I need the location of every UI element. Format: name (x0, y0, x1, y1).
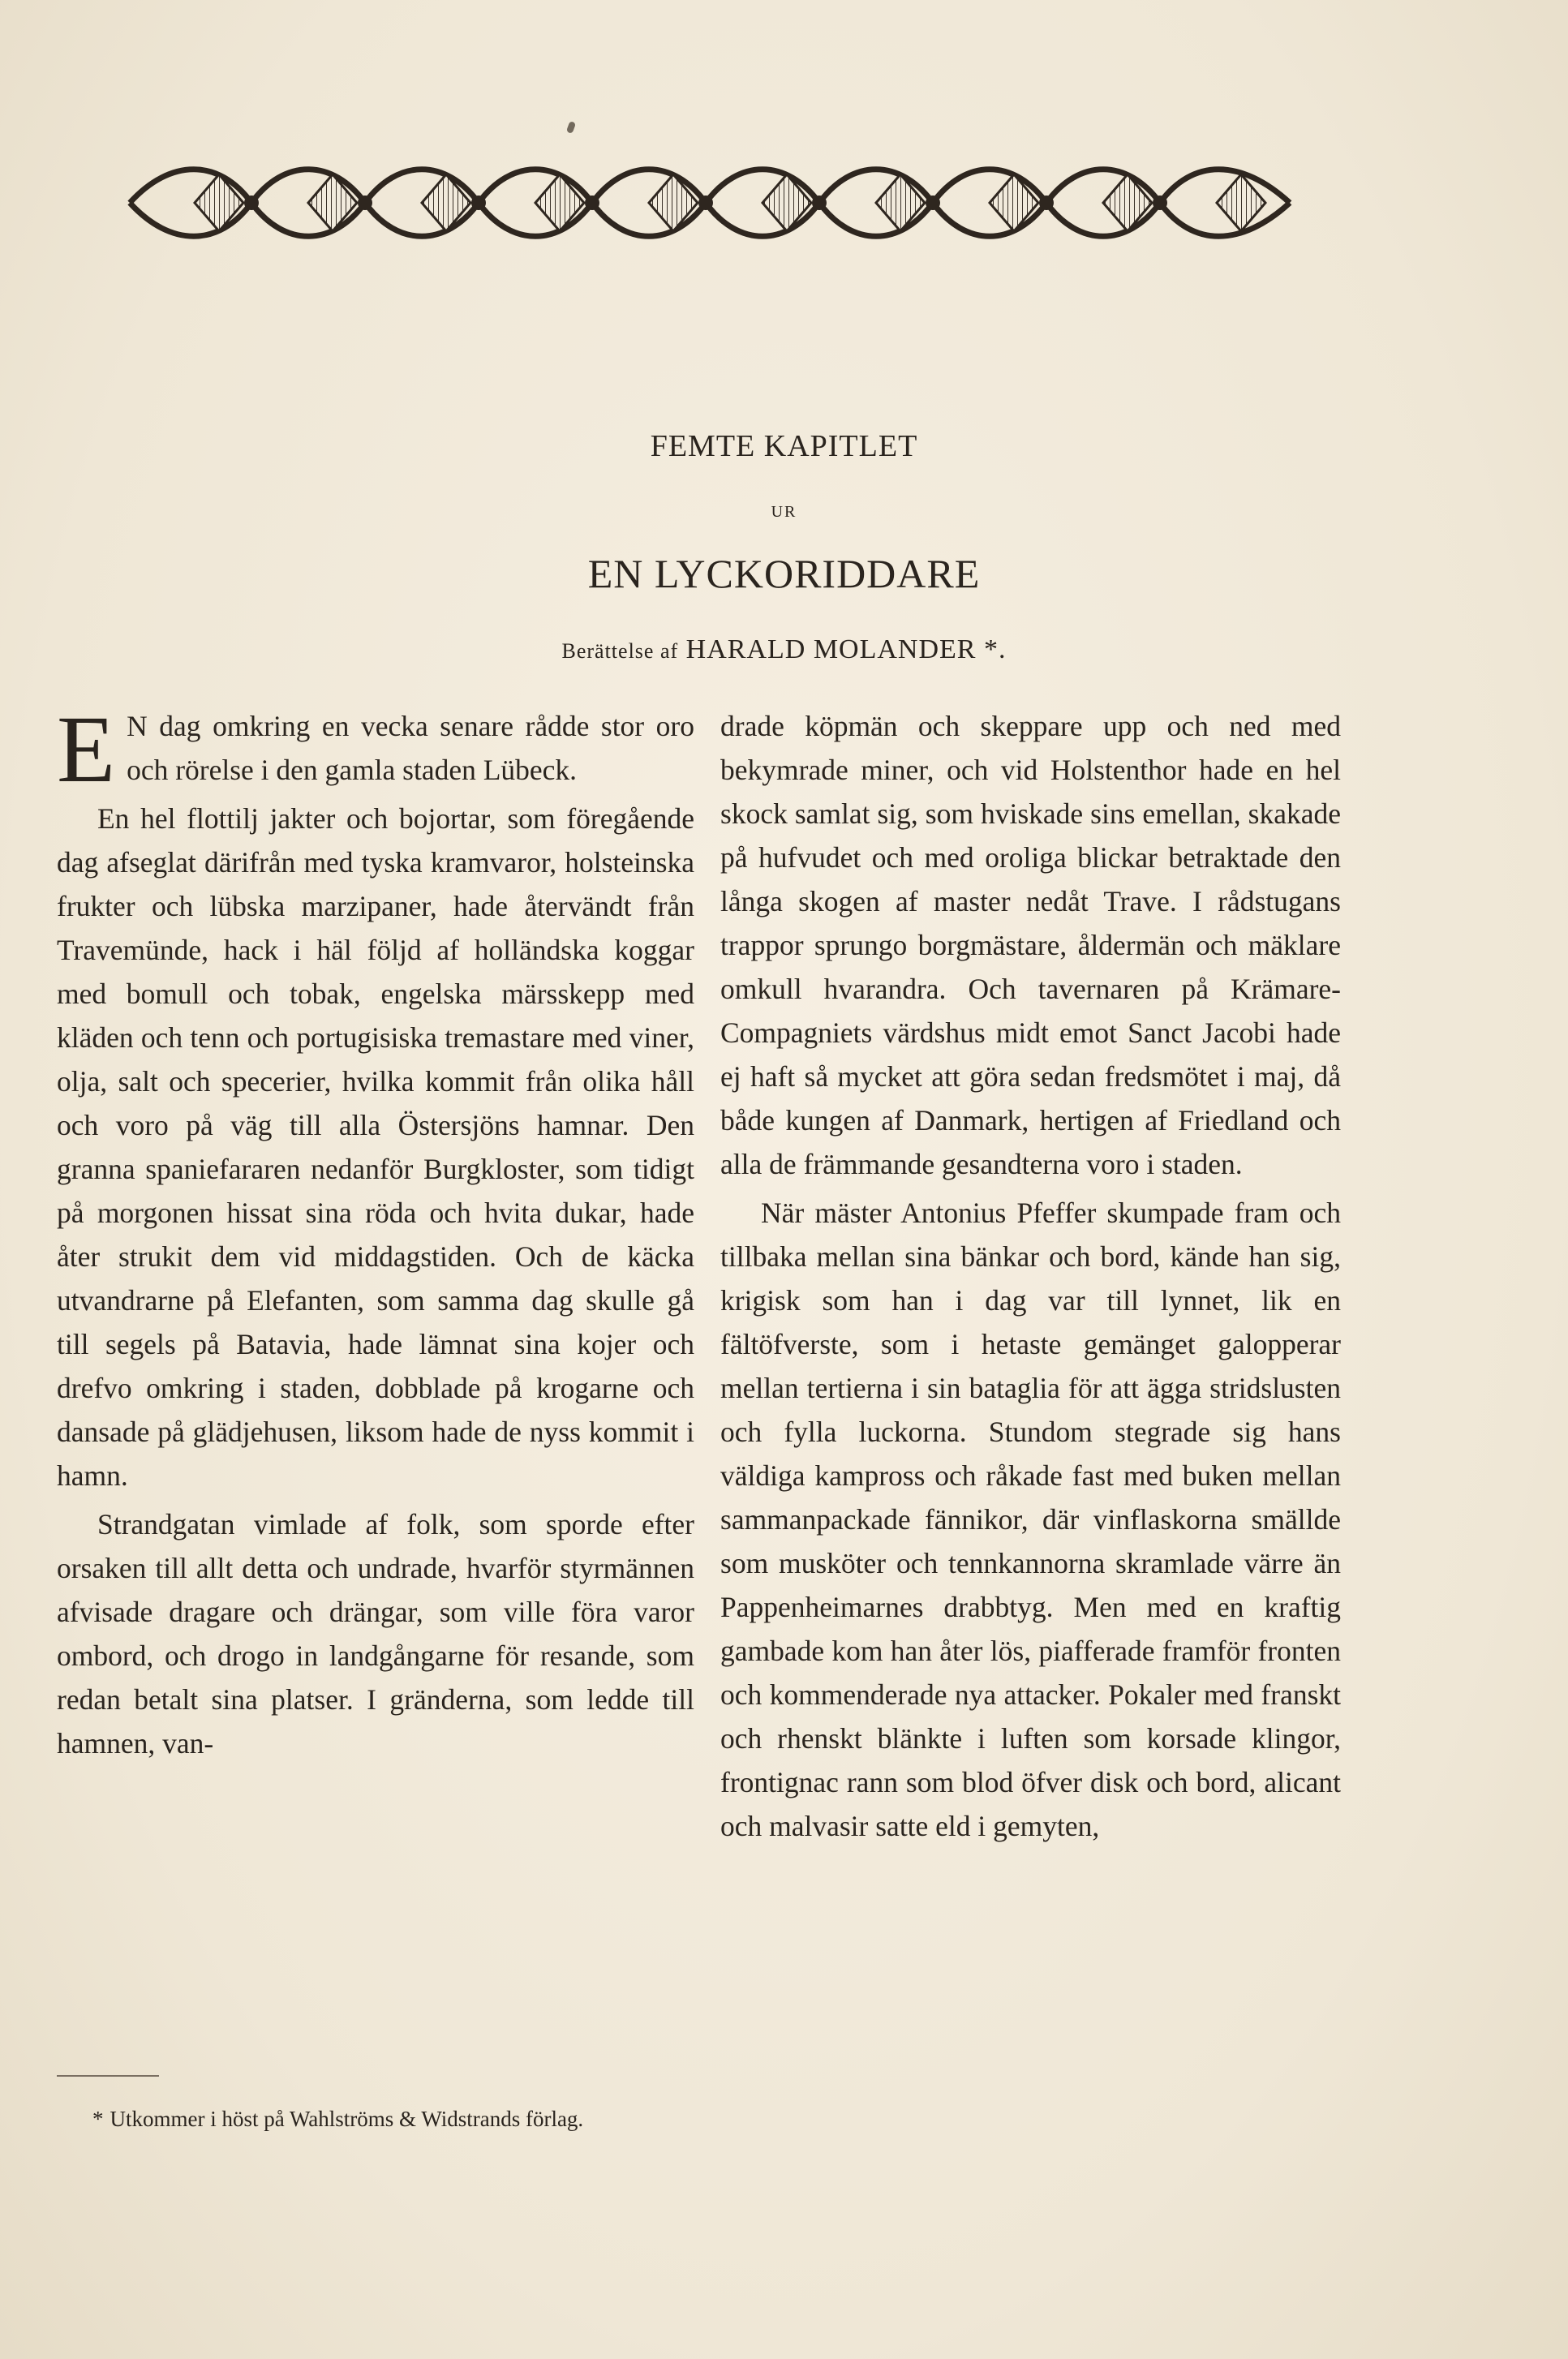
byline-author: HARALD MOLANDER (685, 634, 977, 664)
footnote-text: Utkommer i höst på Wahlströms & Widstrands förlag. (110, 2107, 584, 2131)
left-column (57, 696, 694, 1765)
footnote-divider (57, 2075, 159, 2077)
paragraph: En hel flottilj jakter och bojortar, som föregående dag afseglat därifrån med tyska kramvaror, holsteinska frukter och lübska marzipaner, hade återvändt från Travemünde, hack i häl följd af holländska koggar med bomull och tobak, engelska märsskepp med kläden och tenn och portugisiska tremastare med viner, olja, salt och specerier, hvilka kommit från olika håll och voro på väg till alla Östersjöns hamnar. Den granna spaniefararen nedanför Burgkloster, som tidigt på morgonen hissat sina röda och hvita dukar, hade åter strukit dem vid middagstiden. Och de käcka utvandrarne på Elefanten, som samma dag skulle gå till segels på Batavia, hade lämnat sina kojer och drefvo omkring i staden, dobblade på krogarne och dansade på glädjehusen, liksom hade de nyss kommit i hamn. (57, 802, 694, 1492)
byline-prefix: Berättelse af (561, 639, 679, 663)
floral-banner-ornament-icon (122, 142, 1298, 264)
book-title: EN LYCKORIDDARE (587, 551, 981, 596)
paragraph: Strandgatan vimlade af folk, som sporde efter orsaken till allt detta och undrade, hvarför styrmännen afvisade dragare och drängar, som ville föra varor ombord, och drogo in landgångarne för resande, som redan betalt sina platser. I gränderna, som ledde till hamnen, van- (57, 1508, 694, 1760)
paragraph: När mäster Antonius Pfeffer skumpade fram och tillbaka mellan sina bänkar och bord, kände han sig, krigisk som han i dag var till lynnet, lik en fältöfverste, som i hetaste gemänget galopperar mellan tertierna i sin bataglia för att ägga stridslusten och fylla luckorna. Stundom stegrade sig hans väldiga kampross och råkade fast med buken mellan sammanpackade fännikor, där vinflaskorna smällde som musköter och tennkannorna skramlade värre än Pappenheimarnes drabbtyg. Men med en kraftig gambade kom han åter lös, piafferade framför fronten och kommenderade nya attacker. Pokaler med franskt och rhenskt blänkte i luften som korsade klingor, frontignac rann som blod öfver disk och bord, alicant och malvasir satte eld i gemyten, (720, 1197, 1341, 1842)
ur-label: UR (771, 503, 797, 521)
paragraph: drade köpmän och skeppare upp och ned med bekymrade miner, och vid Holstenthor hade en hel skock samlat sig, som hviskade sins emellan, skakade på hufvudet och med oroliga blickar betraktade den långa skogen af master nedåt Trave. I rådstugans trappor sprungo borgmästare, åldermän och mäklare omkull hvarandra. Och tavernaren på Krämare-Compagniets värdshus midt emot Sanct Jacobi hade ej haft så mycket att göra sedan fredsmötet i maj, då både kungen af Danmark, hertigen af Friedland och alla de främmande gesandterna voro i staden. (720, 710, 1341, 1180)
byline (0, 634, 1568, 665)
footnote-mark: * (92, 2107, 104, 2131)
paragraph (57, 696, 694, 802)
drop-cap: E (57, 696, 116, 802)
chapter-heading: FEMTE KAPITLET (650, 429, 918, 463)
ink-speck (566, 121, 576, 134)
footnote (57, 2101, 694, 2137)
paragraph-text: N dag omkring en vecka senare rådde stor oro och rörelse i den gamla staden Lübeck. (127, 710, 694, 786)
byline-footnote-mark: *. (976, 634, 1007, 664)
right-column (720, 704, 1341, 1848)
